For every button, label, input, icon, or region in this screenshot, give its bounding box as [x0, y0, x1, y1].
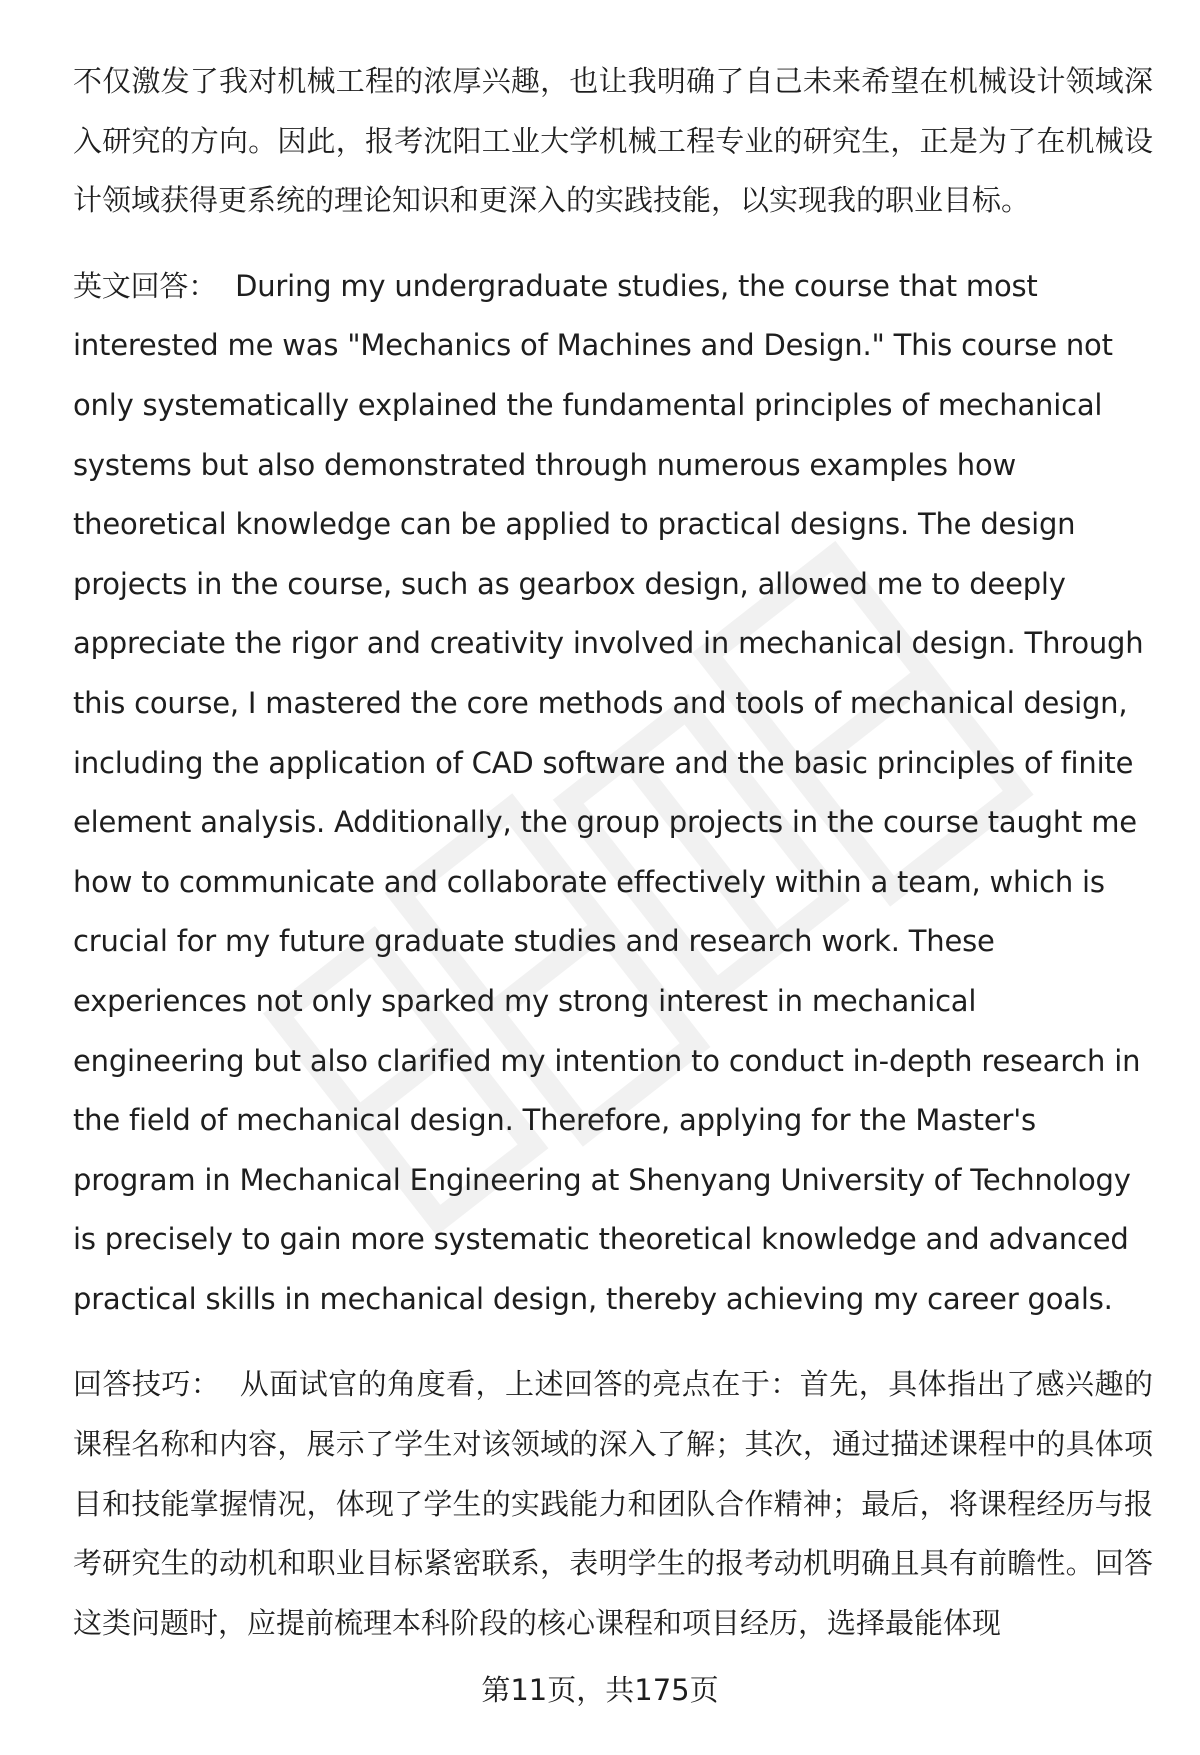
chinese-answer-conclusion: 不仅激发了我对机械工程的浓厚兴趣，也让我明确了自己未来希望在机械设计领域深入研究的方向。因此，报考沈阳工业大学机械工程专业的研究生，正是为了在机械设计领域获得更系统的理论知识和更深入的实践技能，以实现我的职业目标。	[73, 64, 1153, 218]
english-answer-text: During my undergraduate studies, the course that most interested me was "Mechanics of Machines and Design." This course not only systematically explained the fundamental principles of mechanical systems but also demonstrated through numerous examples how theoretical knowledge can be applied to practical designs. The design projects in the course, such as gearbox design, allowed me to deeply appreciate the rigor and creativity involved in mechanical design. Through this course, I mastered the core methods and tools of mechanical design, including the application of CAD software and the basic principles of finite element analysis. Additionally, the group projects in the course taught me how to communicate and collaborate effectively within a team, which is crucial for my future graduate studies and research work. These experiences not only sparked my strong interest in mechanical engineering but also clarified my intention to conduct in-depth research in the field of mechanical design. Therefore, applying for the Master's program in Mechanical Engineering at Shenyang University of Technology is precisely to gain more systematic theoretical knowledge and advanced practical skills in mechanical design, thereby achieving my career goals.	[73, 268, 1144, 1316]
answer-tips-label: 回答技巧：	[73, 1367, 221, 1402]
main-content	[73, 52, 1153, 1653]
page-number-footer: 第11页，共175页	[481, 1673, 719, 1707]
answer-tips-text: 从面试官的角度看，上述回答的亮点在于：首先，具体指出了感兴趣的课程名称和内容，展示了学生对该领域的深入了解；其次，通过描述课程中的具体项目和技能掌握情况，体现了学生的实践能力和团队合作精神；最后，将课程经历与报考研究生的动机和职业目标紧密联系，表明学生的报考动机明确且具有前瞻性。回答这类问题时，应提前梳理本科阶段的核心课程和项目经历，选择最能体现	[73, 1367, 1153, 1640]
english-answer-paragraph	[73, 257, 1153, 1330]
answer-tips-paragraph	[73, 1355, 1153, 1653]
english-answer-label: 英文回答：	[73, 268, 218, 303]
